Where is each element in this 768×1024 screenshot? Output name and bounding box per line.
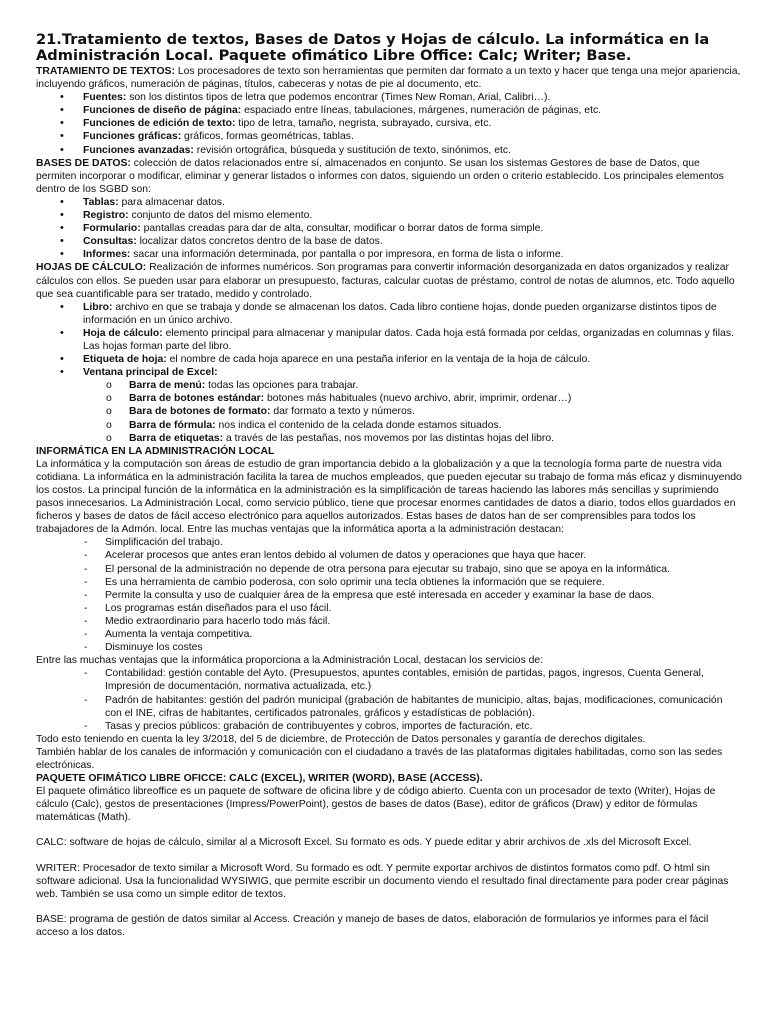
- item-desc: elemento principal para almacenar y manipular datos. Cada hoja está formada por celdas, organizadas en columnas y filas. Las hojas forman parte del libro.: [83, 327, 734, 352]
- writer-paragraph: WRITER: Procesador de texto similar a Microsoft Word. Su formado es odt. Y permite exportar archivos de distintos formatos como pdf. O html sin software adicional. Usa la funcionalidad WYSIWIG, que permite escribir un documento viendo el resultado final directamente para poder crear páginas web. También se usa como un simple editor de textos.: [36, 862, 729, 900]
- item-desc: botones más habituales (nuevo archivo, abrir, imprimir, ordenar…): [264, 393, 572, 405]
- item-term: Funciones avanzadas:: [83, 144, 194, 156]
- list-item: [36, 209, 742, 222]
- section-bases-intro: [36, 157, 742, 196]
- item-desc: dar formato a texto y números.: [270, 406, 415, 418]
- list-item: - Contabilidad: gestión contable del Ayto. (Presupuestos, apuntes contables, emisión de partidas, pagos, ingresos, Cuenta General, Impresión de documentación, normativa actualizada, etc.): [36, 667, 742, 693]
- tratamiento-list: [36, 91, 742, 156]
- ventana-sublist: [36, 379, 742, 444]
- canales-paragraph: También hablar de los canales de información y comunicación con el ciudadano a través de las plataformas digitales habilitadas, como son las sedes electrónicas.: [36, 746, 723, 771]
- item-desc: localizar datos concretos dentro de la base de datos.: [136, 236, 383, 248]
- item-desc: el nombre de cada hoja aparece en una pestaña inferior en la ventaja de la hoja de cálculo.: [166, 354, 591, 366]
- item-term: Tablas:: [83, 196, 119, 208]
- bases-list: [36, 196, 742, 261]
- item-desc: sacar una información determinada, por pantalla o por impresora, en forma de lista o informe.: [130, 249, 564, 261]
- servicios-list: [36, 667, 742, 732]
- list-item: [36, 117, 742, 130]
- item-desc: archivo en que se trabaja y donde se almacenan los datos. Cada libro contiene hojas, donde pueden organizarse distintos tipos de información en un único archivo.: [83, 301, 717, 326]
- section-label: HOJAS DE CÁLCULO:: [36, 262, 147, 274]
- list-item: [36, 196, 742, 209]
- list-item: - Permite la consulta y uso de cualquier área de la empresa que esté interesada en acceder y examinar la base de daos.: [36, 589, 742, 602]
- item-desc: para almacenar datos.: [118, 196, 225, 208]
- section-label: TRATAMIENTO DE TEXTOS:: [36, 66, 175, 77]
- item-term: Fuentes:: [83, 92, 127, 104]
- list-item: [36, 235, 742, 248]
- item-desc: espaciado entre líneas, tabulaciones, márgenes, numeración de páginas, etc.: [241, 105, 602, 117]
- servicios-intro: Entre las muchas ventajas que la informática proporciona a la Administración Local, destacan los servicios de:: [36, 655, 544, 667]
- item-term: Formulario:: [83, 223, 141, 235]
- item-term: Libro:: [83, 301, 113, 313]
- list-item: - Acelerar procesos que antes eran lentos debido al volumen de datos y operaciones que haya que hacer.: [36, 549, 742, 562]
- item-desc: nos indica el contenido de la celada donde estamos situados.: [215, 419, 502, 431]
- section-hojas-intro: [36, 261, 742, 300]
- list-item: [36, 353, 742, 366]
- item-term: Barra de botones estándar:: [129, 393, 265, 405]
- section-label: BASES DE DATOS:: [36, 157, 131, 169]
- item-term: Barra de menú:: [129, 380, 206, 392]
- item-term: Barra de etiquetas:: [129, 432, 224, 444]
- list-item: [36, 104, 742, 117]
- calc-paragraph: CALC: software de hojas de cálculo, similar al a Microsoft Excel. Su formato es ods. Y puede editar y abrir archivos de .xls del Microsoft Excel.: [36, 837, 692, 849]
- hojas-list: [36, 301, 742, 445]
- item-term: Informes:: [83, 249, 131, 261]
- item-desc: a través de las pestañas, nos movemos por las distintas hojas del libro.: [223, 432, 555, 444]
- list-item: [36, 222, 742, 235]
- list-item: [36, 130, 742, 143]
- sublist-item: [36, 432, 742, 445]
- item-term: Bara de botones de formato:: [129, 406, 271, 418]
- sublist-item: [36, 379, 742, 392]
- list-item: [36, 327, 742, 353]
- list-item: [36, 248, 742, 261]
- item-term: Ventana principal de Excel:: [83, 367, 218, 379]
- list-item: - Disminuye los costes: [36, 641, 742, 654]
- list-item: [36, 301, 742, 327]
- list-item: - Tasas y precios públicos: grabación de contribuyentes y cobros, importes de facturación, etc.: [36, 720, 742, 733]
- list-item: [36, 144, 742, 157]
- list-item: - Los programas están diseñados para el uso fácil.: [36, 602, 742, 615]
- item-desc: son los distintos tipos de letra que podemos encontrar (Times New Roman, Arial, Calibri…).: [126, 92, 551, 104]
- item-term: Barra de fórmula:: [129, 419, 216, 431]
- document-title: 21.Tratamiento de textos, Bases de Datos y Hojas de cálculo. La informática en la Administración Local. Paquete ofimático Libre Office: Calc; Writer; Base.: [36, 31, 710, 64]
- section-tratamiento-intro: [36, 65, 742, 91]
- sublist-item: [36, 419, 742, 432]
- item-term: Funciones gráficas:: [83, 131, 182, 143]
- list-item: [36, 91, 742, 104]
- section-text: Realización de informes numéricos. Son programas para convertir información desorganizada en datos organizados y realizar cálculos con ellos. Se pueden usar para elaborar un presupuesto, facturas, calcular cuotas de préstamo, control de notas de alumnos, etc. Todo aquello que sea cuantificable para ser tratado, medido y controlado.: [36, 262, 735, 300]
- item-desc: conjunto de datos del mismo elemento.: [128, 210, 313, 222]
- item-term: Funciones de diseño de página:: [83, 105, 242, 117]
- ley-paragraph: Todo esto teniendo en cuenta la ley 3/2018, del 5 de diciembre, de Protección de Datos personales y garantía de derechos digitales.: [36, 733, 646, 745]
- item-desc: todas las opciones para trabajar.: [205, 380, 359, 392]
- section-heading: INFORMÁTICA EN LA ADMINISTRACIÓN LOCAL: [36, 445, 275, 457]
- item-term: Funciones de edición de texto:: [83, 118, 236, 130]
- item-term: Consultas:: [83, 236, 137, 248]
- section-heading-informatica: [36, 445, 742, 458]
- item-term: Etiqueta de hoja:: [83, 354, 167, 366]
- section-informatica-text: La informática y la computación son áreas de estudio de gran importancia debido a la globalización y a que la tecnología forma parte de nuestra vida cotidiana. La informática en la administración facilita la tarea de muchos empleados, que pueden ejecutar su trabajo de forma más eficaz y disminuyendo los costos. La principal función de la informática en la administración es la simplificación de tareas haciendo las labores más sencillas y suprimiendo pasos innecesarios. La Administración Local, como servicio público, tiene que procesar enormes cantidades de datos a diario, todos ellos guardados en ficheros y bases de datos de fácil acceso electrónico para aquellos autorizados. Estas bases de datos han de ser comprensibles para todos los trabajadores de la Admón. local. Entre las muchas ventajas que la informática aporta a la administración destacan:: [36, 458, 742, 536]
- sublist-item: [36, 405, 742, 418]
- paquete-intro: El paquete ofimático libreoffice es un paquete de software de oficina libre y de código abierto. Cuenta con un procesador de texto (Writer), Hojas de cálculo (Calc), gestos de presentaciones (Impress/PowerPoint), gestos de bases de datos (Base), editor de gráficos (Draw) y editor de fórmulas matemáticas (Math).: [36, 786, 716, 824]
- item-term: Registro:: [83, 210, 129, 222]
- section-heading-paquete: [36, 772, 742, 785]
- list-item: - Simplificación del trabajo.: [36, 536, 742, 549]
- section-text: colección de datos relacionados entre sí, almacenados en conjunto. Se usan los sistemas Gestores de base de Datos, que permiten incorporar o modificar, eliminar y generar listados o informes con datos, siguiendo un orden o criterio establecido. Los principales elementos dentro de los SGBD son:: [36, 157, 724, 195]
- list-item: [36, 366, 742, 445]
- item-desc: revisión ortográfica, búsqueda y sustitución de texto, sinónimos, etc.: [193, 144, 511, 156]
- section-heading: PAQUETE OFIMÁTICO LIBRE OFICCE: CALC (EXCEL), WRITER (WORD), BASE (ACCESS).: [36, 773, 483, 785]
- item-desc: pantallas creadas para dar de alta, consultar, modificar o borrar datos de forma simple.: [140, 223, 544, 235]
- list-item: - Es una herramienta de cambio poderosa, con solo oprimir una tecla obtienes la información que se requiere.: [36, 576, 742, 589]
- list-item: - El personal de la administración no depende de otra persona para ejecutar su trabajo, sino que se apoya en la informática.: [36, 563, 742, 576]
- sublist-item: [36, 392, 742, 405]
- ventajas-list: [36, 536, 742, 654]
- list-item: - Aumenta la ventaja competitiva.: [36, 628, 742, 641]
- section-text: Los procesadores de texto son herramientas que permiten dar formato a un texto y hacer que tenga una mejor apariencia, incluyendo gráficos, numeración de páginas, títulos, cabeceras y notas de pie al documento, etc.: [36, 66, 741, 91]
- item-term: Hoja de cálculo:: [83, 327, 163, 339]
- item-desc: gráficos, formas geométricas, tablas.: [181, 131, 354, 143]
- item-desc: tipo de letra, tamaño, negrista, subrayado, cursiva, etc.: [235, 118, 492, 130]
- list-item: - Medio extraordinario para hacerlo todo más fácil.: [36, 615, 742, 628]
- list-item: - Padrón de habitantes: gestión del padrón municipal (grabación de habitantes de municipio, altas, bajas, modificaciones, comunicación con el INE, cifras de habitantes, certificados patronales, gráficos y estadísticas de población).: [36, 694, 742, 720]
- base-paragraph: BASE: programa de gestión de datos similar al Access. Creación y manejo de bases de datos, elaboración de formularios ye informes para el fácil acceso a los datos.: [36, 913, 709, 938]
